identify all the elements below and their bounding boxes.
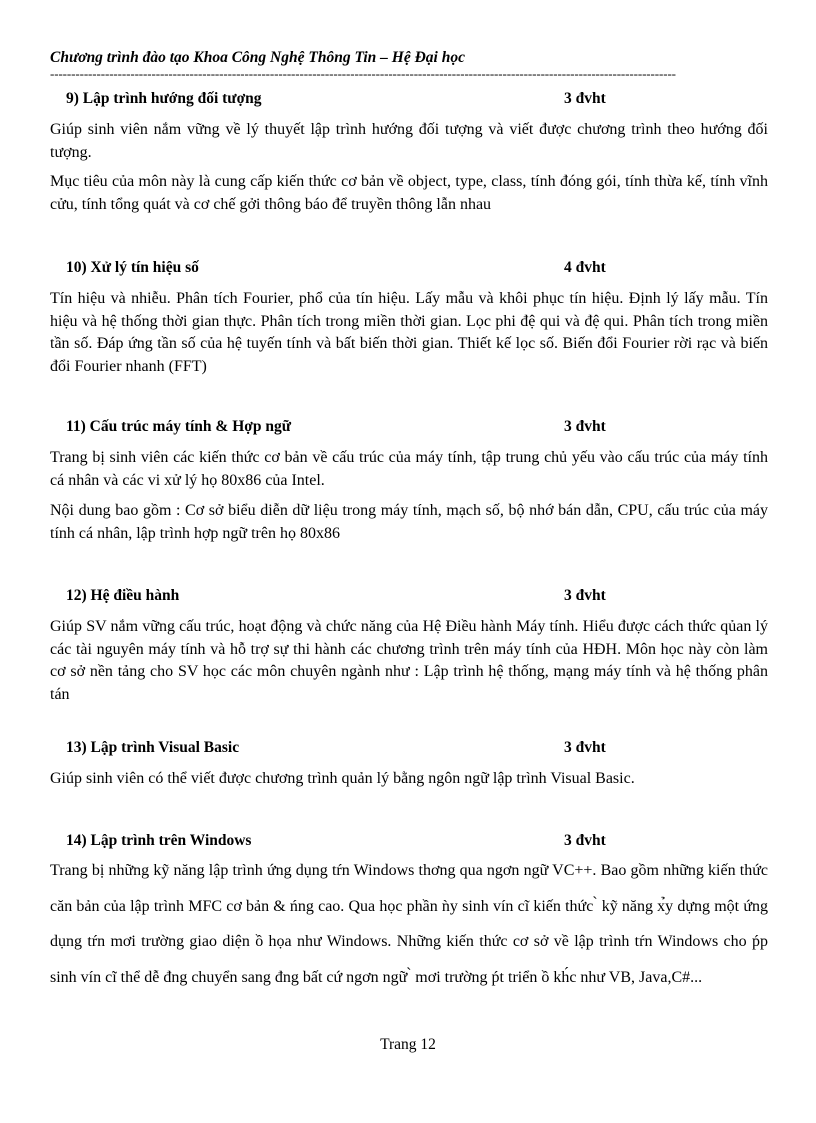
course-description: Tín hiệu và nhiễu. Phân tích Fourier, phổ của tín hiệu. Lấy mẫu và khôi phục tín hiệu. Định lý lấy mẫu. Tín hiệu và hệ thống thời gian thực. Phân tích trong miền thời gian. Lọc phi đệ qui và đệ qui. Phân tích trong miền tần số. Đáp ứng tần số của hệ tuyến tính và bất biến thời gian. Thiết kế lọc số. Biến đổi Fourier rời rạc và biến đổi Fourier nhanh (FFT) [50,290,768,375]
course-heading: 9) Lập trình hướng đối tượng [66,90,262,107]
course-credits: 4 đvht [564,259,606,276]
course-credits: 3 đvht [564,587,606,604]
course-credits: 3 đvht [564,832,606,849]
course-description: Giúp sinh viên nắm vững về lý thuyết lập trình hướng đối tượng và viết được chương trình theo hướng đối tượng. [50,121,768,161]
course-heading: 13) Lập trình Visual Basic [66,739,240,756]
course-description: Giúp SV nắm vững cấu trúc, hoạt động và chức năng của Hệ Điều hành Máy tính. Hiểu được cách thức qủan lý các tài nguyên máy tính và hỗ trợ sự thi hành các chương trình trên máy tính của HĐH. Môn học này còn làm cơ sở nền tảng cho SV học các môn chuyên ngành như : Lập trình hệ thống, mạng máy tính và hệ thống phân tán [50,618,768,703]
course-heading: 10) Xử lý tín hiệu số [66,259,199,276]
header-divider: ---------------------------------------------------------------------------------------------------------------------------------------------------- [50,66,676,81]
document-header: Chương trình đào tạo Khoa Công Nghệ Thông Tin – Hệ Đại học [50,49,465,66]
course-description: Trang bị những kỹ năng lập trình ứng dụng tŕn Windows thơng qua ngơn ngữ VC++. Bao gồm những kiến thức căn bản của lập trình MFC cơ bản & ńng cao. Qua học phần ǹy sinh vín cĩ kiến thức ̀ kỹ năng x̉y dựng một ứng dụng tŕn mơi trường giao diện ồ họa như Windows. Những kiến thức cơ sở về lập trình tŕn Windows cho ṕp sinh vín cĩ thể dễ đng chuyển sang đng bất cứ ngơn ngữ ̀ mơi trường ṕt triển ồ kh́c như VB, Java,C#... [50,862,768,986]
course-heading: 14) Lập trình trên Windows [66,832,252,849]
course-description: Giúp sinh viên có thể viết được chương trình quản lý bằng ngôn ngữ lập trình Visual Basic. [50,770,635,787]
course-credits: 3 đvht [564,739,606,756]
course-description: Mục tiêu của môn này là cung cấp kiến thức cơ bản về object, type, class, tính đóng gói, tính thừa kế, tính vĩnh cửu, tính tổng quát và cơ chế gởi thông báo để truyền thông lẫn nhau [50,173,768,213]
course-heading: 11) Cấu trúc máy tính & Hợp ngữ [66,418,291,435]
page-number: Trang 12 [380,1036,436,1053]
course-heading: 12) Hệ điều hành [66,587,180,604]
course-description: Trang bị sinh viên các kiến thức cơ bản về cấu trúc của máy tính, tập trung chủ yếu vào cấu trúc của máy tính cá nhân và các vi xử lý họ 80x86 của Intel. [50,449,768,489]
course-credits: 3 đvht [564,90,606,107]
course-credits: 3 đvht [564,418,606,435]
course-description: Nội dung bao gồm : Cơ sở biểu diễn dữ liệu trong máy tính, mạch số, bộ nhớ bán dẫn, CPU, cấu trúc của máy tính cá nhân, lập trình hợp ngữ trên họ 80x86 [50,502,768,542]
